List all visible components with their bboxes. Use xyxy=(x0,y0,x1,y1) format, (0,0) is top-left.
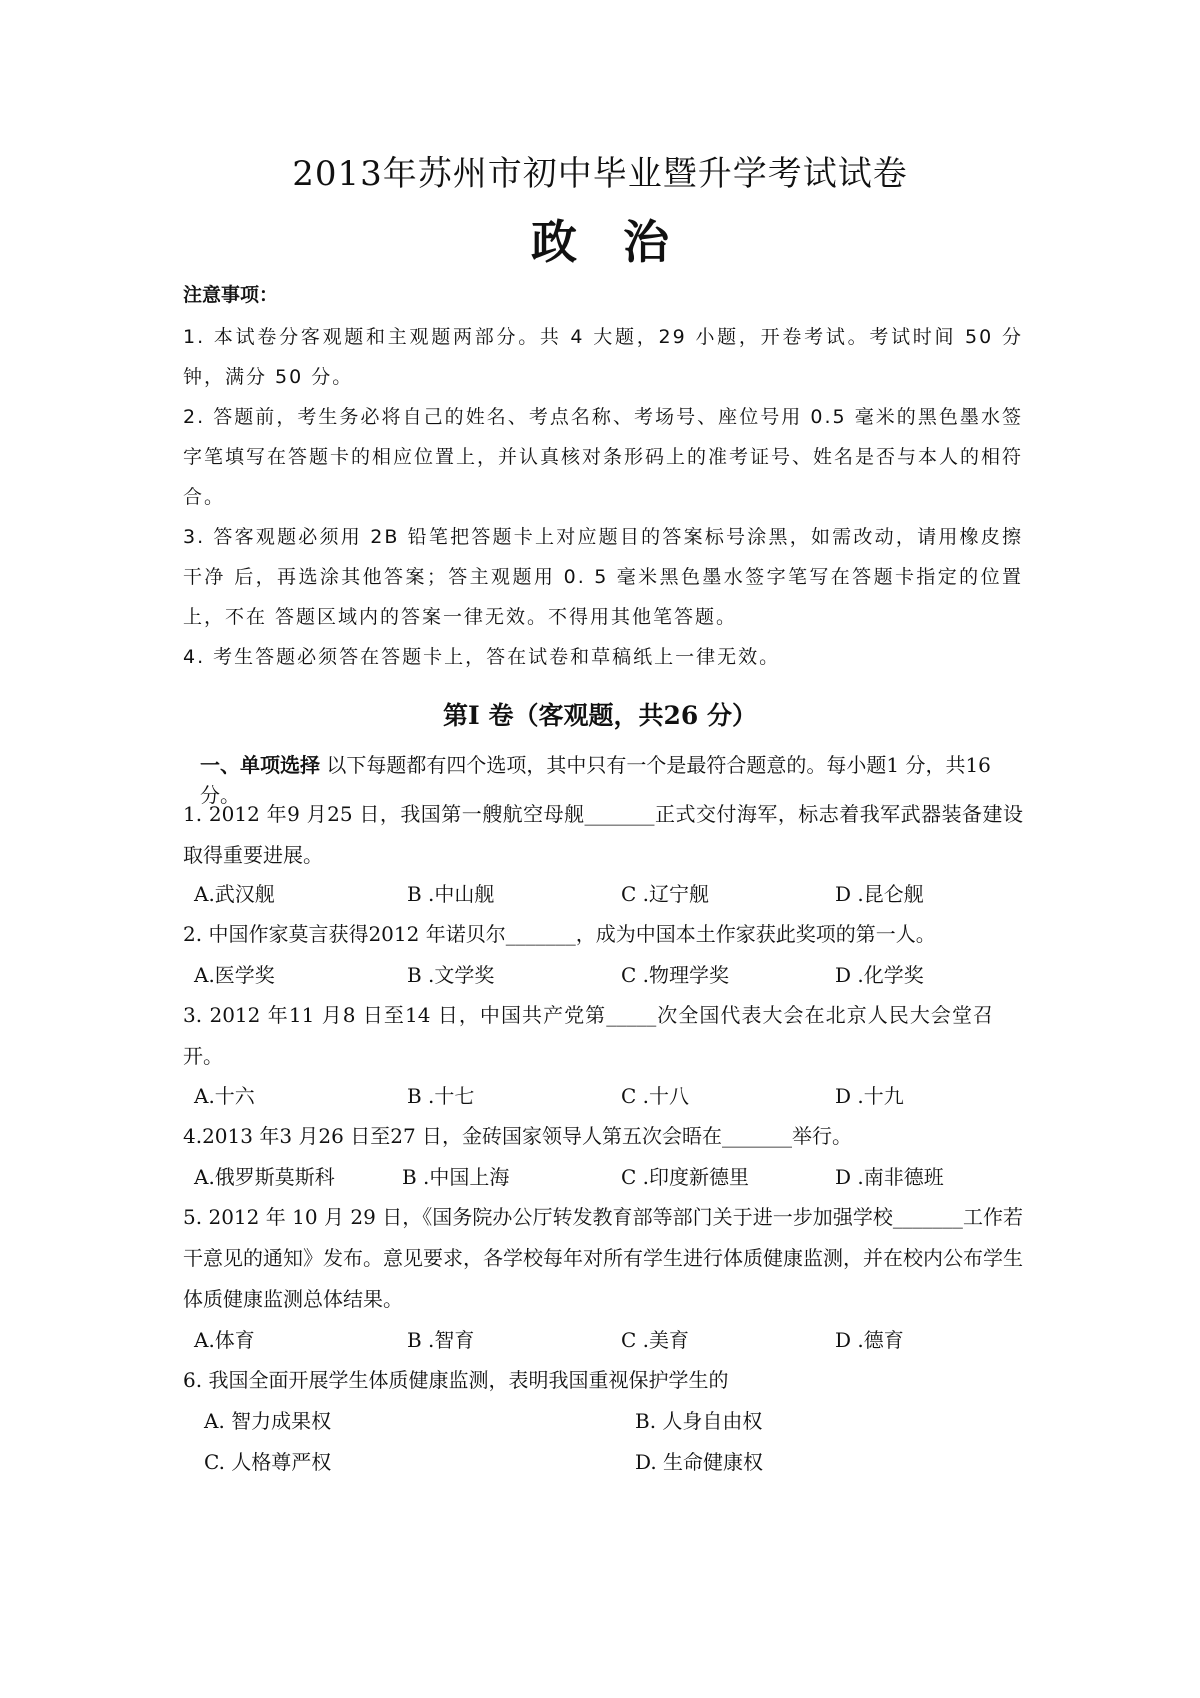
question-2-options xyxy=(194,955,1034,995)
question-3-stem: 3. 2012 年11 月8 日至14 日，中国共产党第_____次全国代表大会在北京人民大会堂召开。 xyxy=(183,1003,993,1068)
option-c: C .印度新德里 xyxy=(621,1165,750,1189)
question-5-options xyxy=(194,1320,1034,1360)
option-a: A.体育 xyxy=(194,1328,255,1352)
option-a: A.武汉舰 xyxy=(194,882,275,906)
option-b: B. 人身自由权 xyxy=(635,1409,763,1433)
section-title: 第I 卷（客观题，共26 分） xyxy=(443,701,757,730)
note-item: 2. 答题前，考生务必将自己的姓名、考点名称、考场号、座位号用 0.5 毫米的黑色墨水签字笔填写在答题卡的相应位置上，并认真核对条形码上的准考证号、姓名是否与本人的相符合。 xyxy=(183,406,1024,508)
option-c: C .物理学奖 xyxy=(621,963,730,987)
question-1-stem: 1. 2012 年9 月25 日，我国第一艘航空母舰_______正式交付海军，标志着我军武器装备建设取得重要进展。 xyxy=(183,802,1023,867)
notes-heading: 注意事项： xyxy=(183,284,279,306)
section-intro-label: 一、单项选择 xyxy=(200,753,320,777)
option-d: D .化学奖 xyxy=(835,963,924,987)
option-d: D .昆仑舰 xyxy=(835,882,924,906)
question-3-options xyxy=(194,1076,1034,1116)
question-4-options xyxy=(194,1157,1034,1197)
option-a: A.医学奖 xyxy=(194,963,275,987)
option-d: D .德育 xyxy=(835,1328,904,1352)
note-item: 4. 考生答题必须答在答题卡上，答在试卷和草稿纸上一律无效。 xyxy=(183,646,781,668)
question-2-stem: 2. 中国作家莫言获得2012 年诺贝尔_______，成为中国本土作家获此奖项的第一人。 xyxy=(183,922,936,946)
note-item: 3. 答客观题必须用 2B 铅笔把答题卡上对应题目的答案标号涂黑，如需改动，请用橡皮擦干净 后，再选涂其他答案；答主观题用 0. 5 毫米黑色墨水签字笔写在答题卡指定的位置上，不在 答题区域内的答案一律无效。不得用其他笔答题。 xyxy=(183,526,1023,628)
option-b: B .十七 xyxy=(407,1084,475,1108)
option-a: A. 智力成果权 xyxy=(204,1409,332,1433)
question-6-options-row-1 xyxy=(204,1401,1024,1441)
option-d: D .南非德班 xyxy=(835,1165,944,1189)
option-c: C .十八 xyxy=(621,1084,690,1108)
option-c: C. 人格尊严权 xyxy=(204,1450,332,1474)
question-6-options-row-2 xyxy=(204,1442,1024,1482)
note-item: 1. 本试卷分客观题和主观题两部分。共 4 大题，29 小题，开卷考试。考试时间 50 分钟，满分 50 分。 xyxy=(183,326,1023,388)
exam-title: 2013年苏州市初中毕业暨升学考试试卷 xyxy=(292,154,908,194)
question-1-options xyxy=(194,874,1034,914)
option-d: D .十九 xyxy=(835,1084,904,1108)
option-b: B .文学奖 xyxy=(407,963,495,987)
option-c: C .美育 xyxy=(621,1328,690,1352)
option-d: D. 生命健康权 xyxy=(635,1450,764,1474)
option-b: B .中国上海 xyxy=(402,1165,510,1189)
question-6-stem: 6. 我国全面开展学生体质健康监测，表明我国重视保护学生的 xyxy=(183,1368,729,1392)
option-b: B .中山舰 xyxy=(407,882,495,906)
question-5-stem: 5. 2012 年 10 月 29 日，《国务院办公厅转发教育部等部门关于进一步加强学校_______工作若干意见的通知》发布。意见要求，各学校每年对所有学生进行体质健康监测，并在校内公布学生体质健康监测总体结果。 xyxy=(183,1205,1023,1311)
section-intro-text: 以下每题都有四个选项，其中只有一个是最符合题意的。每小题1 分，共16 分。 xyxy=(200,753,991,807)
option-b: B .智育 xyxy=(407,1328,475,1352)
subject-title: 政 治 xyxy=(531,215,669,269)
notes-list xyxy=(183,317,1023,677)
option-a: A.俄罗斯莫斯科 xyxy=(194,1165,335,1189)
option-a: A.十六 xyxy=(194,1084,255,1108)
option-c: C .辽宁舰 xyxy=(621,882,710,906)
question-4-stem: 4.2013 年3 月26 日至27 日，金砖国家领导人第五次会晤在_______举行。 xyxy=(183,1124,853,1148)
